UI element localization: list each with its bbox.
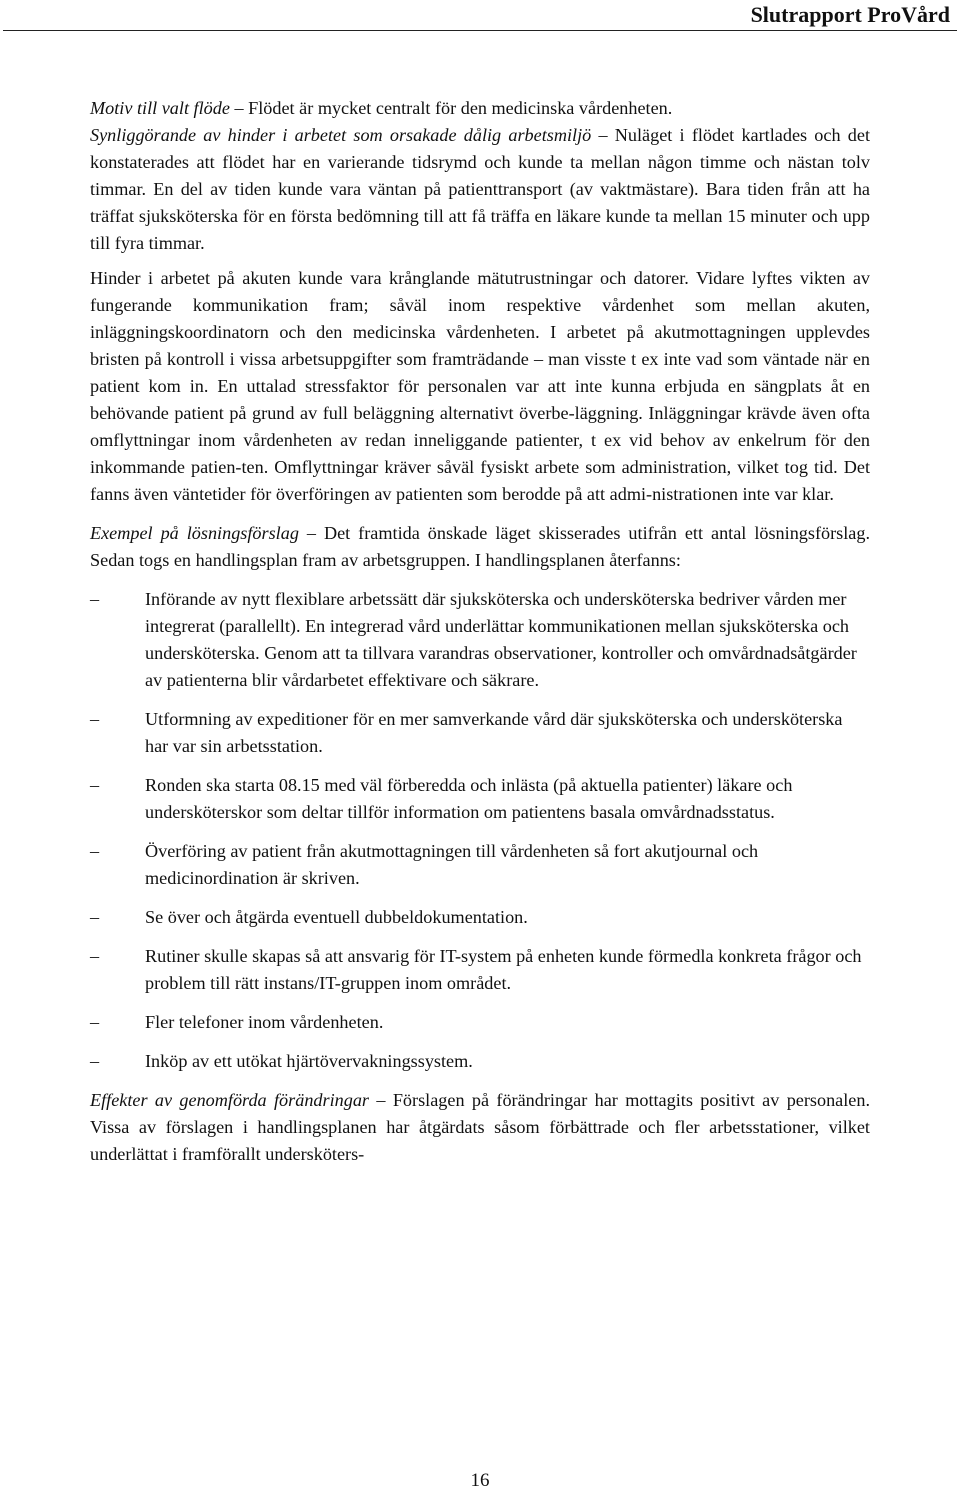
list-item bbox=[90, 1048, 870, 1075]
list-item bbox=[90, 838, 870, 892]
spacer bbox=[90, 508, 870, 520]
list-dash: – bbox=[90, 775, 100, 795]
synliggorande-dash: – bbox=[598, 125, 608, 145]
list-item-text: Ronden ska starta 08.15 med väl förberedda och inlästa (på aktuella patienter) läkare och undersköterskor som deltar tillför information om patientens basala omvårdnadsstatus. bbox=[145, 775, 793, 822]
paragraph-hinder: Hinder i arbetet på akuten kunde vara krånglande mätutrustningar och datorer. Vidare lyftes vikten av fungerande kommunikation fram; såväl inom respektive vårdenhet som mellan akuten, inläggningskoordinatorn och den medicinska vårdenheten. I arbetet på akutmottagningen upplevdes bristen på kontroll i vissa arbetsuppgifter som framträdande – man visste t ex inte vad som väntade när en patient kom in. En uttalad stressfaktor för personalen var att inte kunna erbjuda en sängplats åt en behövande patient på grund av full beläggning alternativt överbe-läggning. Inläggningar krävde även ofta omflyttningar inom vårdenheten av redan inneliggande patienter, t ex vid behov av enkelrum för den inkommande patien-ten. Omflyttningar kräver såväl fysiskt arbete som administration, vilket tog tid. Det fanns även väntetider för överföringen av patienten som berodde på att admi-nistrationen inte var klar. bbox=[90, 268, 870, 504]
motiv-dash: – bbox=[234, 98, 244, 118]
list-item-text: Införande av nytt flexiblare arbetssätt där sjuksköterska och undersköterska bedriver vården mer integrerat (parallellt). En integrerad vård underlättar kommunikationen mellan sjuksköterska och undersköterska. Genom att ta tillvara varandras observationer, kontroller och omvårdnadsåtgärder av patienterna blir vårdarbetet effektivare och säkrare. bbox=[145, 589, 857, 690]
exempel-heading: Exempel på lösningsförslag bbox=[90, 523, 299, 543]
list-dash: – bbox=[90, 589, 100, 609]
list-dash: – bbox=[90, 946, 100, 966]
list-item bbox=[90, 586, 870, 694]
exempel-text: Det framtida önskade läget skisserades utifrån ett antal lösningsförslag. Sedan togs en handlingsplan fram av arbetsgruppen. I handlingsplanen återfanns: bbox=[90, 523, 871, 570]
synliggorande-text: Nuläget i flödet kartlades och det konstaterades att flödet har en varierande tidsrymd och kunde ta mellan någon timme och nästan tolv timmar. En del av tiden kunde vara väntan på patienttransport (av vaktmästare). Bara tiden från att ha träffat sjuksköterska för en första bedömning till att få träffa en läkare kunde ta mellan 15 minuter och upp till fyra timmar. bbox=[90, 125, 871, 253]
motiv-heading: Motiv till valt flöde bbox=[90, 98, 230, 118]
synliggorande-heading: Synliggörande av hinder i arbetet som orsakade dålig arbetsmiljö bbox=[90, 125, 592, 145]
list-item bbox=[90, 706, 870, 760]
effekter-heading: Effekter av genomförda förändringar bbox=[90, 1090, 369, 1110]
list-item-text: Fler telefoner inom vårdenheten. bbox=[145, 1012, 384, 1032]
effekter-dash: – bbox=[376, 1090, 386, 1110]
list-item bbox=[90, 904, 870, 931]
exempel-dash: – bbox=[306, 523, 316, 543]
document-body bbox=[90, 95, 870, 1168]
list-dash: – bbox=[90, 1051, 100, 1071]
list-dash: – bbox=[90, 1012, 100, 1032]
list-item-text: Inköp av ett utökat hjärtövervakningssystem. bbox=[145, 1051, 473, 1071]
motiv-text: Flödet är mycket centralt för den medicinska vårdenheten. bbox=[248, 98, 673, 118]
spacer bbox=[90, 574, 870, 586]
list-dash: – bbox=[90, 841, 100, 861]
paragraph-effekter bbox=[90, 1087, 870, 1168]
effekter-text: Förslagen på förändringar har mottagits positivt av personalen. Vissa av förslagen i handlingsplanen har åtgärdats såsom förbättrade och fler arbetsstationer, vilket underlättat i framförallt undersköters- bbox=[90, 1090, 871, 1164]
paragraph-motiv bbox=[90, 95, 870, 122]
action-plan-list bbox=[90, 586, 870, 1075]
list-item bbox=[90, 772, 870, 826]
spacer bbox=[90, 257, 870, 265]
paragraph-exempel bbox=[90, 520, 870, 574]
list-dash: – bbox=[90, 709, 100, 729]
paragraph-synliggorande bbox=[90, 122, 870, 257]
header-rule bbox=[3, 30, 957, 31]
list-item-text: Överföring av patient från akutmottagningen till vårdenheten så fort akutjournal och medicinordination är skriven. bbox=[145, 841, 759, 888]
list-item bbox=[90, 943, 870, 997]
list-item bbox=[90, 1009, 870, 1036]
list-item-text: Rutiner skulle skapas så att ansvarig för IT-system på enheten kunde förmedla konkreta frågor och problem till rätt instans/IT-gruppen inom området. bbox=[145, 946, 862, 993]
list-item-text: Se över och åtgärda eventuell dubbeldokumentation. bbox=[145, 907, 528, 927]
list-dash: – bbox=[90, 907, 100, 927]
list-item-text: Utformning av expeditioner för en mer samverkande vård där sjuksköterska och undersköterska har var sin arbetsstation. bbox=[145, 709, 843, 756]
page-header bbox=[0, 0, 960, 32]
page-number: 16 bbox=[470, 1470, 490, 1491]
header-title: Slutrapport ProVård bbox=[750, 2, 950, 27]
